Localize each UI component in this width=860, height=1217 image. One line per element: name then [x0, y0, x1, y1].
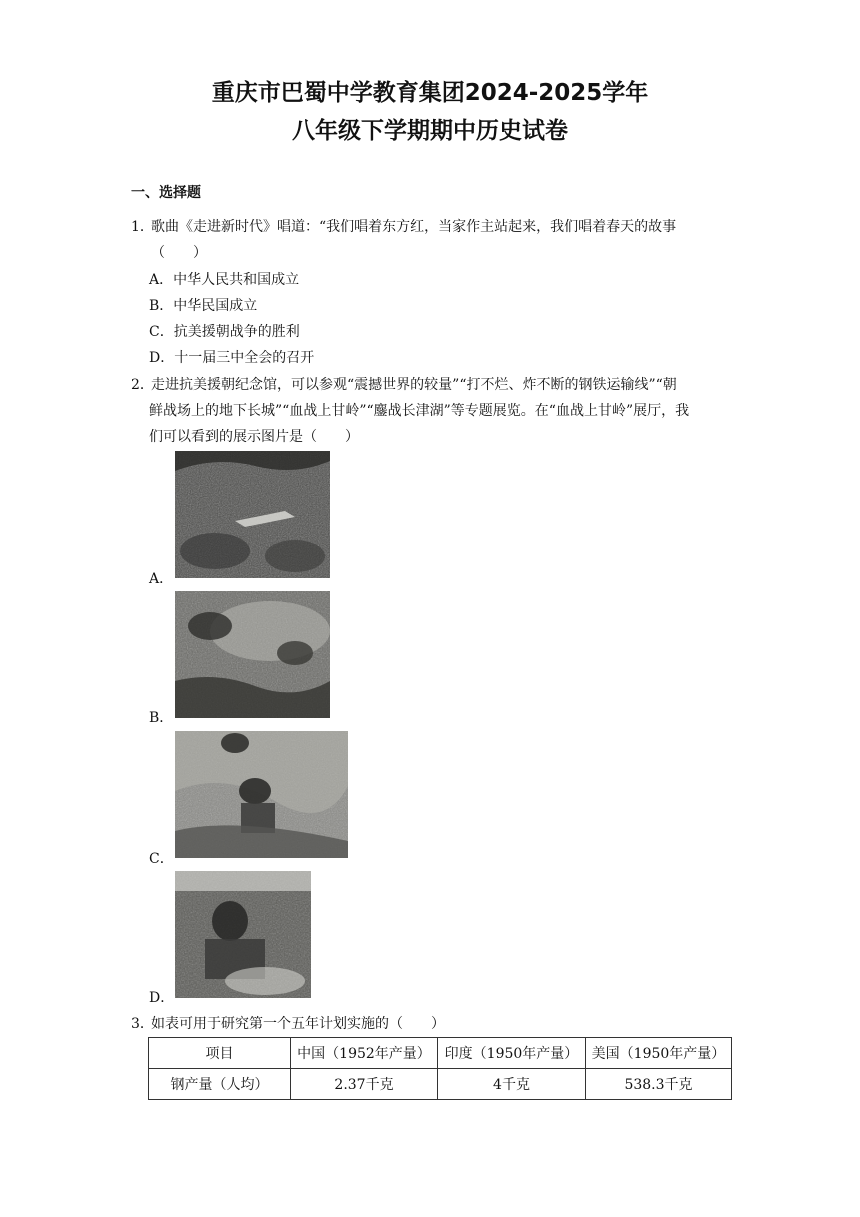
q1-option-a: A．中华人民共和国成立: [149, 272, 300, 288]
table-cell: 4千克: [438, 1069, 586, 1100]
exam-title-line1: 重庆市巴蜀中学教育集团2024-2025学年: [211, 80, 649, 106]
q1-option-b: B．中华民国成立: [149, 298, 258, 314]
table-cell: 2.37千克: [291, 1069, 438, 1100]
q3-stem: 如表可用于研究第一个五年计划实施的（ ）: [151, 1016, 445, 1032]
q2-photo-b: [175, 591, 330, 718]
q2-stem-line2: 鲜战场上的地下长城”“血战上甘岭”“鏖战长津湖”等专题展览。在“血战上甘岭”展厅，我: [149, 403, 690, 419]
q2-option-b-label: B．: [149, 710, 174, 726]
q2-photo-a: [175, 451, 330, 578]
q2-stem-line1: 走进抗美援朝纪念馆，可以参观“震撼世界的较量”“打不烂、炸不断的钢铁运输线”“朝: [151, 377, 677, 393]
q2-option-c-label: C．: [149, 851, 174, 867]
table-header-cell: 中国（1952年产量）: [291, 1038, 438, 1069]
q1-stem-line1: 歌曲《走进新时代》唱道：“我们唱着东方红，当家作主站起来，我们唱着春天的故事: [151, 219, 677, 235]
table-cell: 钢产量（人均）: [149, 1069, 291, 1100]
table-header-cell: 印度（1950年产量）: [438, 1038, 586, 1069]
table-header-cell: 项目: [149, 1038, 291, 1069]
table-row: [149, 1069, 732, 1100]
q2-number: 2．: [131, 377, 154, 393]
q2-photo-d: [175, 871, 311, 998]
q2-stem-line3: 们可以看到的展示图片是（ ）: [149, 429, 359, 445]
q1-number: 1．: [131, 219, 154, 235]
q2-option-d-label: D．: [149, 990, 175, 1006]
q2-option-a-label: A．: [149, 571, 174, 587]
table-header-cell: 美国（1950年产量）: [586, 1038, 732, 1069]
q1-stem-line2: （ ）: [151, 245, 207, 261]
q1-option-c: C．抗美援朝战争的胜利: [149, 324, 300, 340]
q1-option-d: D．十一届三中全会的召开: [149, 350, 315, 366]
table-header-row: [149, 1038, 732, 1069]
q3-number: 3．: [131, 1016, 154, 1032]
section-heading: 一、选择题: [131, 185, 201, 201]
steel-production-table: [148, 1037, 732, 1100]
exam-title-line2: 八年级下学期期中历史试卷: [292, 118, 568, 144]
q2-photo-c: [175, 731, 348, 858]
table-cell: 538.3千克: [586, 1069, 732, 1100]
